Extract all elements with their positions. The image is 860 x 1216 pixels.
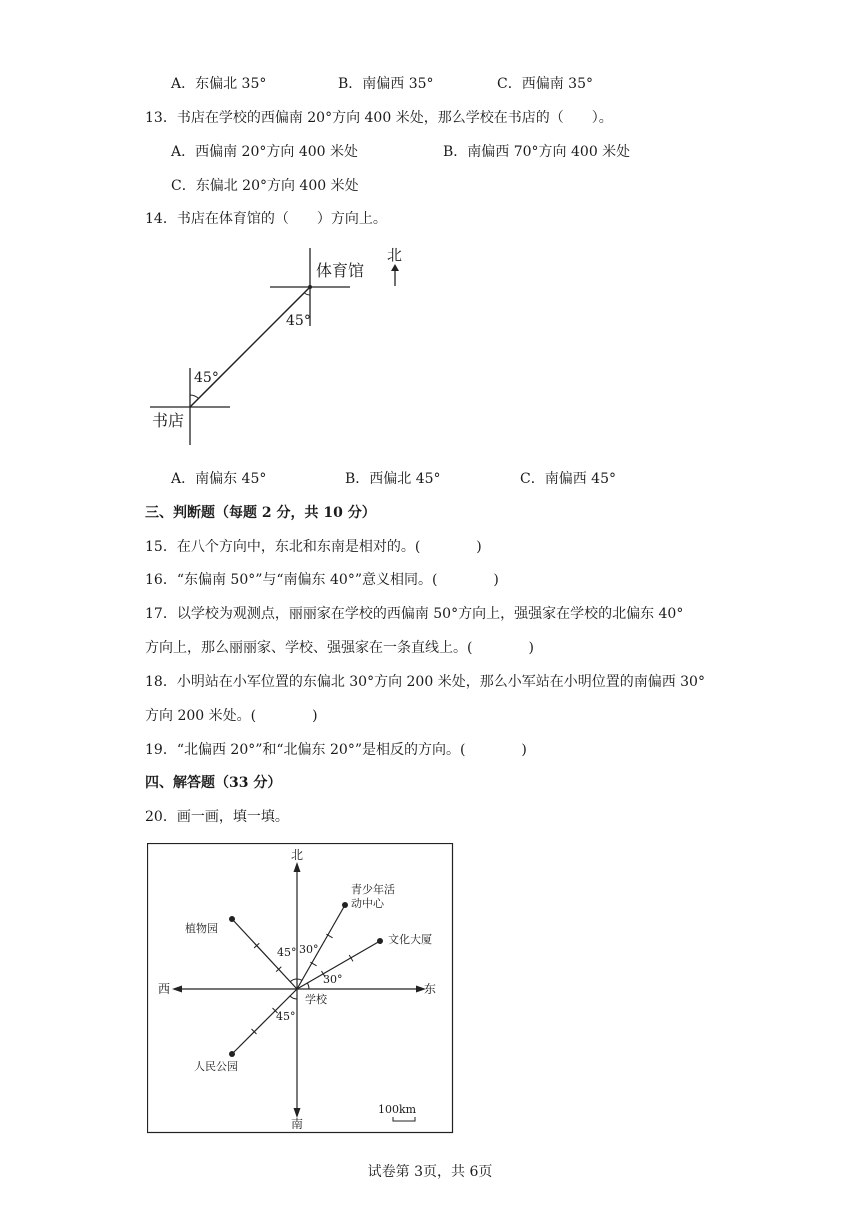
q18-line2: 方向 200 米处。( ) xyxy=(145,708,318,724)
section3-title: 三、判断题（每题 2 分，共 10 分） xyxy=(145,505,376,521)
north-label: 北 xyxy=(387,246,403,264)
q18-line1: 18．小明站在小军位置的东偏北 30°方向 200 米处，那么小军站在小明位置的南偏西 30° xyxy=(145,674,705,690)
map-west-label: 西 xyxy=(158,982,171,996)
youth-center-label-1: 青少年活 xyxy=(351,883,395,896)
q17-line1: 17．以学校为观测点，丽丽家在学校的西偏南 50°方向上，强强家在学校的北偏东 40° xyxy=(145,606,684,622)
bookstore-label: 书店 xyxy=(152,411,185,430)
connecting-line xyxy=(190,287,310,407)
angle-bottom-label: 45° xyxy=(194,370,219,386)
culture-building-label: 文化大厦 xyxy=(388,933,432,946)
scale-label: 100km xyxy=(378,1103,417,1116)
youth-center-label-2: 动中心 xyxy=(351,897,384,910)
q20-stem: 20．画一画，填一填。 xyxy=(145,809,289,825)
q14-option-a[interactable]: A．南偏东 45° xyxy=(171,471,267,487)
angle-top-label: 45° xyxy=(286,313,311,329)
map-north-label: 北 xyxy=(291,848,304,862)
map-south-label: 南 xyxy=(291,1117,304,1131)
q20-direction-map xyxy=(147,843,454,1134)
culture-building-point xyxy=(377,938,383,944)
q13-option-b[interactable]: B．南偏西 70°方向 400 米处 xyxy=(443,144,631,160)
gym-label: 体育馆 xyxy=(316,261,365,280)
angle-e-label: 30° xyxy=(323,973,343,986)
q16-text: 16．“东偏南 50°”与“南偏东 40°”意义相同。( ) xyxy=(145,572,499,588)
angle-ne-label: 30° xyxy=(299,943,319,956)
youth-center-point xyxy=(342,902,348,908)
page-footer: 试卷第 3页，共 6页 xyxy=(367,1164,493,1180)
map-border xyxy=(148,844,453,1133)
people-park-point xyxy=(229,1051,235,1057)
q13-stem: 13．书店在学校的西偏南 20°方向 400 米处，那么学校在书店的（ ）。 xyxy=(145,110,613,126)
angle-nw-label: 45° xyxy=(277,946,297,959)
q14-option-b[interactable]: B．西偏北 45° xyxy=(345,471,441,487)
q15-text: 15．在八个方向中，东北和东南是相对的。( ) xyxy=(145,539,482,555)
botanical-garden-label: 植物园 xyxy=(185,922,218,935)
q13-option-c[interactable]: C．东偏北 20°方向 400 米处 xyxy=(171,178,359,194)
map-east-label: 东 xyxy=(424,982,437,996)
q17-line2: 方向上，那么丽丽家、学校、强强家在一条直线上。( ) xyxy=(145,640,534,656)
q12-option-b[interactable]: B．南偏西 35° xyxy=(338,76,434,92)
q14-option-c[interactable]: C．南偏西 45° xyxy=(520,471,616,487)
school-label: 学校 xyxy=(305,993,327,1006)
q13-option-a[interactable]: A．西偏南 20°方向 400 米处 xyxy=(171,144,358,160)
q12-option-a[interactable]: A．东偏北 35° xyxy=(171,76,267,92)
q19-text: 19．“北偏西 20°”和“北偏东 20°”是相反的方向。( ) xyxy=(145,742,527,758)
angle-sw-label: 45° xyxy=(276,1010,296,1023)
q12-option-c[interactable]: C．西偏南 35° xyxy=(497,76,593,92)
q14-direction-figure xyxy=(140,240,420,455)
people-park-label: 人民公园 xyxy=(194,1060,238,1073)
botanical-garden-point xyxy=(229,916,235,922)
section4-title: 四、解答题（33 分） xyxy=(145,775,282,791)
q14-stem: 14．书店在体育馆的（ ）方向上。 xyxy=(145,211,387,227)
